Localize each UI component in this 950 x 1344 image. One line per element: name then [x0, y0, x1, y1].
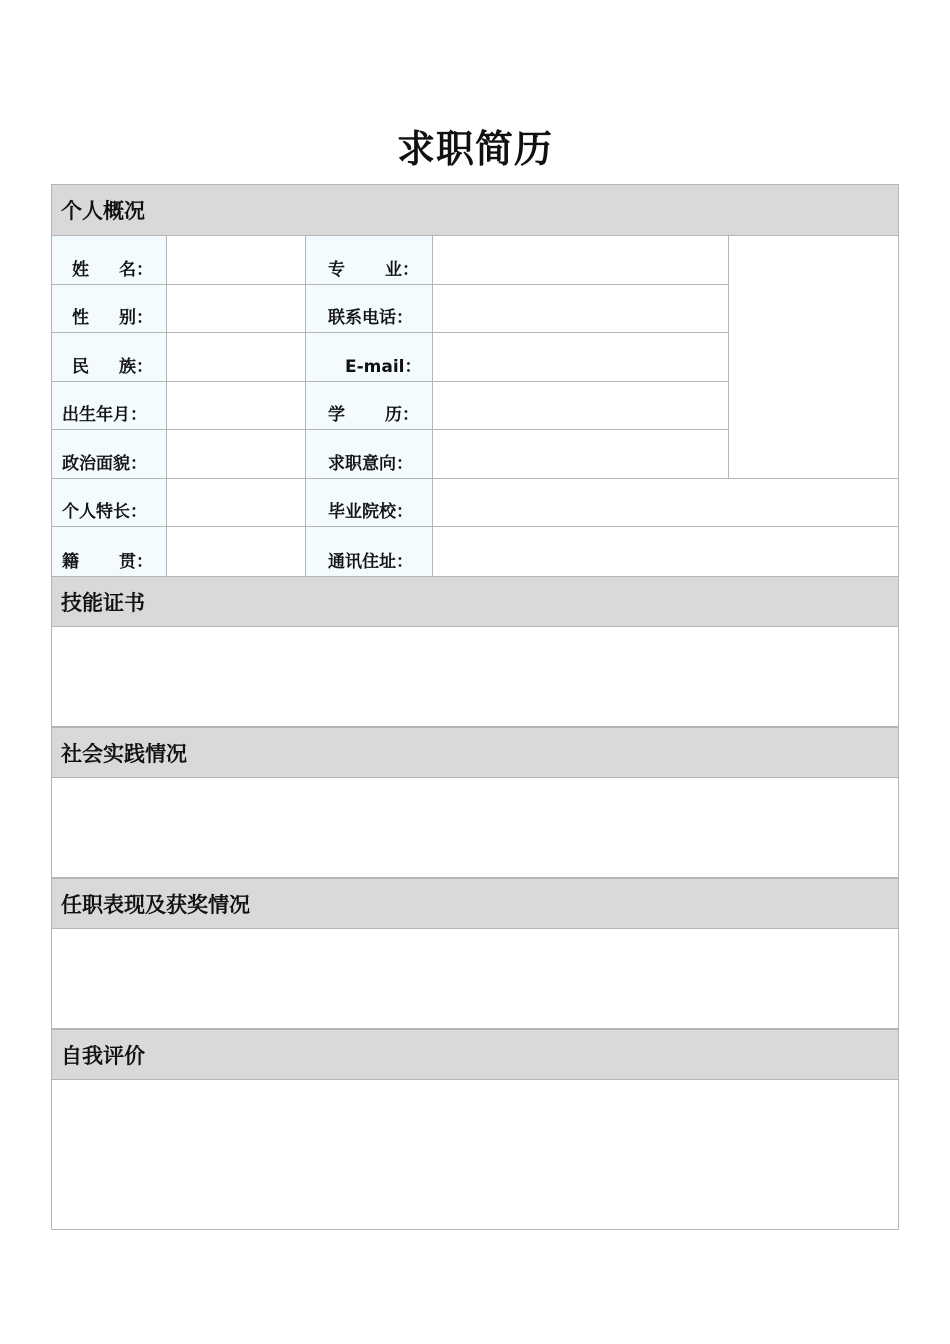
label-birth: 出生年月：	[52, 382, 167, 430]
section-header-skills	[51, 576, 899, 627]
section-heading: 个人概况	[61, 199, 145, 223]
label-gender: 性 别：	[52, 285, 167, 333]
label-email: E-mail：	[306, 333, 433, 382]
awards-content-area[interactable]	[51, 929, 899, 1029]
label-name: 姓 名：	[52, 236, 167, 285]
label-job-intent: 求职意向：	[306, 430, 433, 479]
label-ethnicity: 民 族：	[52, 333, 167, 382]
label-political: 政治面貌：	[52, 430, 167, 479]
section-heading: 任职表现及获奖情况	[61, 892, 250, 917]
input-major[interactable]	[433, 236, 729, 285]
label-hometown: 籍 贯：	[52, 527, 167, 576]
label-education: 学 历：	[306, 382, 433, 430]
input-phone[interactable]	[433, 285, 729, 333]
section-header-awards	[51, 878, 899, 929]
resume-title: 求职简历	[396, 127, 553, 171]
self-eval-content-area[interactable]	[51, 1080, 899, 1230]
label-address: 通讯住址：	[306, 527, 433, 576]
input-ethnicity[interactable]	[167, 333, 306, 382]
section-header-practice	[51, 727, 899, 778]
section-heading: 技能证书	[61, 590, 145, 615]
practice-content-area[interactable]	[51, 778, 899, 878]
input-specialty[interactable]	[167, 479, 306, 527]
input-gender[interactable]	[167, 285, 306, 333]
section-heading: 社会实践情况	[61, 741, 187, 766]
photo-area[interactable]	[729, 236, 898, 479]
input-birth[interactable]	[167, 382, 306, 430]
input-education[interactable]	[433, 382, 729, 430]
input-name[interactable]	[167, 236, 306, 285]
input-political[interactable]	[167, 430, 306, 479]
personal-info-grid	[51, 236, 899, 576]
input-email[interactable]	[433, 333, 729, 382]
label-phone: 联系电话：	[306, 285, 433, 333]
section-heading: 自我评价	[61, 1043, 145, 1068]
input-hometown[interactable]	[167, 527, 306, 576]
input-address[interactable]	[433, 527, 898, 576]
section-header-self-eval	[51, 1029, 899, 1080]
input-job-intent[interactable]	[433, 430, 729, 479]
label-specialty: 个人特长：	[52, 479, 167, 527]
label-major: 专 业：	[306, 236, 433, 285]
label-school: 毕业院校：	[306, 479, 433, 527]
section-header-personal	[51, 184, 899, 236]
input-school[interactable]	[433, 479, 898, 527]
skills-content-area[interactable]	[51, 627, 899, 727]
